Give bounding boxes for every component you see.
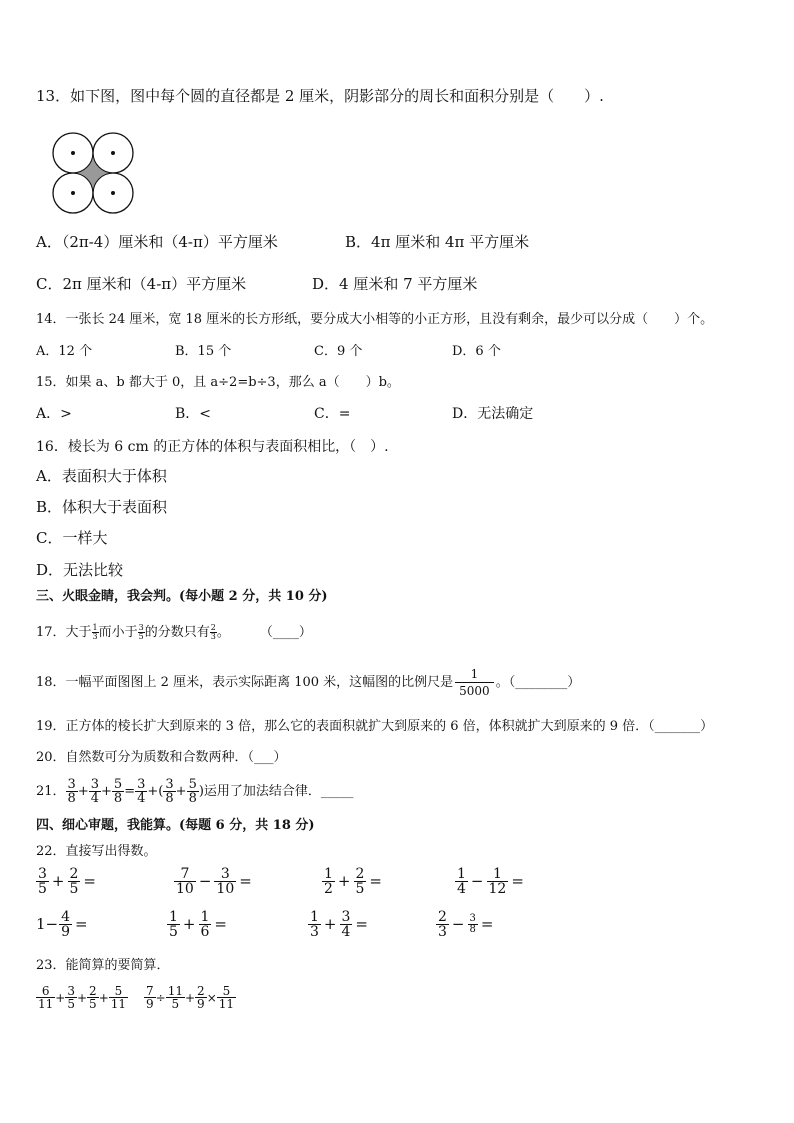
q18-pre: 18．一幅平面图图上 2 厘米，表示实际距离 100 米，这幅图的比例尺是 xyxy=(36,675,454,690)
q23-expr-2: $\frac{7}{9}$ ÷ $\frac{11}{5}$ + $\frac{2}{9}$ × $\frac{5}{11}$ xyxy=(146,984,235,1011)
q14-option-c: C．9 个 xyxy=(314,344,363,359)
q17-mid: 而小于 xyxy=(98,625,138,640)
four-circles-figure xyxy=(51,131,135,215)
q13-option-b: B．4π 厘米和 4π 平方厘米 xyxy=(345,233,530,251)
q15-option-d: D．无法确定 xyxy=(452,406,534,422)
q16-option-a: A．表面积大于体积 xyxy=(36,467,167,485)
q15-option-a: A．> xyxy=(36,406,72,422)
q18 xyxy=(36,668,580,697)
q14-option-d: D．6 个 xyxy=(452,344,501,359)
q21-text[interactable]: 运用了加法结合律．_____ xyxy=(203,784,354,799)
q17-answer-blank[interactable]: （____） xyxy=(259,625,312,640)
section-4-heading: 四、细心审题，我能算。(每题 6 分，共 18 分) xyxy=(36,818,315,833)
q15-option-b: B．< xyxy=(175,406,212,422)
q22-expr-3: $\frac{1}{2}$ + $\frac{2}{5}$ = xyxy=(324,866,382,897)
q22-expr-6: $\frac{1}{5}$ + $\frac{1}{6}$ = xyxy=(169,909,227,940)
q22-expr-5: 1− $\frac{4}{9}$ = xyxy=(36,909,88,940)
q15-stem: 15．如果 a、b 都大于 0，且 a÷2=b÷3，那么 a（ ）b。 xyxy=(36,375,400,390)
q13-option-a: A．（2π-4）厘米和（4-π）平方厘米 xyxy=(36,233,278,251)
q22-expr-8: $\frac{2}{3}$ − $\frac{3}{8}$ = xyxy=(438,909,494,940)
q14-option-b: B．15 个 xyxy=(175,344,232,359)
q17-post: 的分数只有 xyxy=(144,625,210,640)
q16-stem: 16．棱长为 6 cm 的正方体的体积与表面积相比，（ ）. xyxy=(36,439,389,455)
q17-fraction-3: $\frac{2}{3}$ xyxy=(210,623,216,641)
q16-option-c: C．一样大 xyxy=(36,529,108,547)
q22-expr-2: $\frac{7}{10}$ − $\frac{3}{10}$ = xyxy=(176,866,252,897)
q17 xyxy=(36,624,312,641)
section-3-heading: 三、火眼金睛，我会判。(每小题 2 分，共 10 分) xyxy=(36,589,328,604)
q17-end: 。 xyxy=(216,625,230,640)
q17-fraction-2: $\frac{3}{5}$ xyxy=(138,623,144,641)
q14-option-a: A．12 个 xyxy=(36,344,93,359)
q21: 21． $\frac{3}{8}$ + $\frac{3}{4}$ + $\frac{5}{8}$ = $\frac{3}{4}$ +( $\frac{3}{8}$ + $\frac{5}{8}$ )运用了加法结合律．_____ xyxy=(36,777,354,806)
q18-answer-blank[interactable]: 。（________） xyxy=(495,675,581,690)
q15-option-c: C．= xyxy=(314,406,351,422)
q19: 19．正方体的棱长扩大到原来的 3 倍，那么它的表面积就扩大到原来的 6 倍，体积就扩大到原来的 9 倍．（_______） xyxy=(36,719,714,734)
q14-stem: 14．一张长 24 厘米，宽 18 厘米的长方形纸，要分成大小相等的小正方形，且没有剩余，最少可以分成（ ）个。 xyxy=(36,312,714,327)
q22-expr-1: $\frac{3}{5}$ + $\frac{2}{5}$ = xyxy=(38,866,96,897)
q17-fraction-1: $\frac{1}{3}$ xyxy=(92,623,98,641)
q18-scale-fraction: $\frac{1}{5000}$ xyxy=(455,668,494,697)
q17-pre: 17．大于 xyxy=(36,625,92,640)
q20: 20．自然数可分为质数和合数两种．（___） xyxy=(36,750,287,765)
q23-title: 23．能简算的要简算． xyxy=(36,958,170,973)
q13-option-d: D．4 厘米和 7 平方厘米 xyxy=(312,275,478,293)
q23-expr-1: $\frac{6}{11}$ + $\frac{3}{5}$ + $\frac{2}{5}$ + $\frac{5}{11}$ xyxy=(38,984,127,1011)
q13-stem: 13．如下图，图中每个圆的直径都是 2 厘米，阴影部分的周长和面积分别是（ ）. xyxy=(36,87,604,105)
q16-option-b: B．体积大于表面积 xyxy=(36,498,168,516)
q13-option-c: C．2π 厘米和（4-π）平方厘米 xyxy=(36,275,247,293)
q22-expr-4: $\frac{1}{4}$ − $\frac{1}{12}$ = xyxy=(457,866,524,897)
q22-expr-7: $\frac{1}{3}$ + $\frac{3}{4}$ = xyxy=(310,909,368,940)
q22-title: 22．直接写出得数。 xyxy=(36,844,157,859)
q16-option-d: D．无法比较 xyxy=(36,561,124,579)
